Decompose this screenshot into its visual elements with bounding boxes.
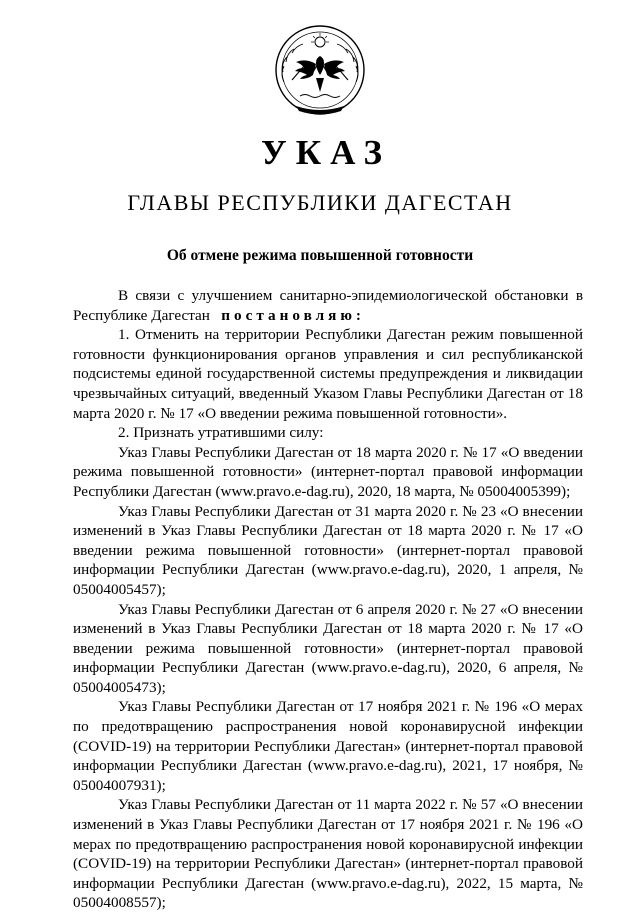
paragraph: Указ Главы Республики Дагестан от 18 марта 2020 г. № 17 «О введении режима повышенной готовности» (интернет-портал правовой информации Республики Дагестан (www.pravo.e-dag.ru), 2020, 18 марта, № 05004005399); [73, 443, 583, 500]
document-subtitle: ГЛАВЫ РЕСПУБЛИКИ ДАГЕСТАН [127, 190, 513, 215]
intro-text: В связи с улучшением санитарно-эпидемиологической обстановки в Республике Дагестан [73, 287, 583, 324]
paragraph: Указ Главы Республики Дагестан от 11 марта 2022 г. № 57 «О внесении изменений в Указ Главы Республики Дагестан от 17 ноября 2021 г. № 196 «О мерах по предотвращению распространения новой коронавирусной инфекции (COVID-19) на территории Республики Дагестан» (интернет-портал правовой информации Республики Дагестан (www.pravo.e-dag.ru), 2022, 15 марта, № 05004008557); [73, 796, 583, 912]
paragraph: Указ Главы Республики Дагестан от 17 ноября 2021 г. № 196 «О мерах по предотвращению распространения новой коронавирусной инфекции (COVID-19) на территории Республики Дагестан» (интернет-портал правовой информации Республики Дагестан (www.pravo.e-dag.ru), 2021, 17 ноября, № 05004007931); [73, 698, 583, 794]
decree-word: постановляю: [221, 306, 365, 324]
paragraph: Указ Главы Республики Дагестан от 31 марта 2020 г. № 23 «О внесении изменений в Указ Главы Республики Дагестан от 18 марта 2020 г. № 17 «О введении режима повышенной готовности» (интернет-портал правовой информации Республики Дагестан (www.pravo.e-dag.ru), 2020, 1 апреля, № 05004005457); [73, 502, 583, 598]
paragraph: Указ Главы Республики Дагестан от 6 апреля 2020 г. № 27 «О внесении изменений в Указ Главы Республики Дагестан от 18 марта 2020 г. № 17 «О введении режима повышенной готовности» (интернет-портал правовой информации Республики Дагестан (www.pravo.e-dag.ru), 2020, 6 апреля, № 05004005473); [73, 600, 583, 696]
document-heading: Об отмене режима повышенной готовности [166, 247, 474, 264]
paragraph: 1. Отменить на территории Республики Дагестан режим повышенной готовности функционирования органов управления и сил республиканской подсистемы единой государственной системы предупреждения и ликвидации чрезвычайных ситуаций, введенный Указом Главы Республики Дагестан от 18 марта 2020 г. № 17 «О введении режима повышенной готовности». [73, 326, 583, 422]
paragraph: 2. Признать утратившими силу: [118, 424, 324, 442]
document-title: УКАЗ [261, 133, 391, 172]
document-body [73, 286, 583, 913]
dagestan-coat-of-arms-icon [270, 22, 370, 122]
intro-paragraph [73, 286, 583, 325]
